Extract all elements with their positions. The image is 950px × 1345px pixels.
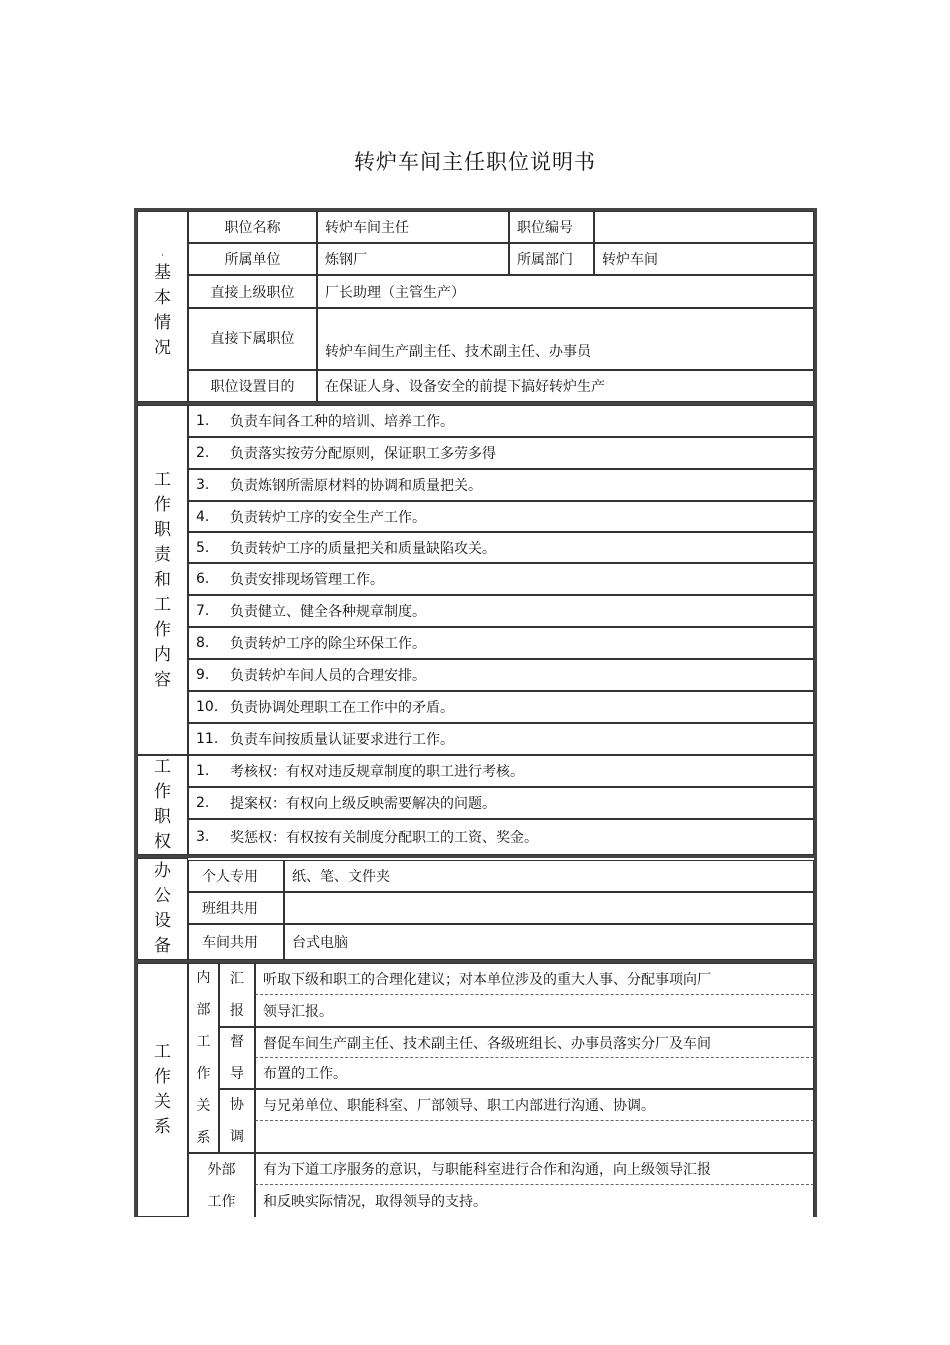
section-label-char: 公 <box>154 886 171 906</box>
section-label-char: 责 <box>154 544 171 565</box>
authority-text: 提案权：有权向上级反映需要解决的问题。 <box>230 796 496 812</box>
section-label-char: 职 <box>154 519 171 540</box>
section-label-char: 备 <box>154 936 171 956</box>
duty-text: 负责车间各工种的培训、培养工作。 <box>230 414 454 430</box>
duty-row <box>188 405 814 437</box>
duty-text: 负责转炉工序的质量把关和质量缺陷攻关。 <box>230 540 496 557</box>
section-label-char: 关 <box>154 1092 171 1112</box>
superior-label: 直接上级职位 <box>188 275 317 308</box>
label-char: 督 <box>230 1034 244 1050</box>
section-label-char: 情 <box>154 313 171 333</box>
purpose-value: 在保证人身、设备安全的前提下搞好转炉生产 <box>317 370 814 402</box>
position-name-value: 转炉车间主任 <box>317 211 509 243</box>
section-label-char: 办 <box>154 861 171 881</box>
section-label-char: 工 <box>154 757 171 777</box>
authority-number: 3. <box>196 829 210 845</box>
duty-row <box>188 723 814 755</box>
label-char: 作 <box>196 1066 211 1082</box>
section-label-char: 和 <box>154 569 171 590</box>
label-char: 工 <box>196 1034 211 1050</box>
label-line: 工作 <box>207 1193 236 1210</box>
label-char: 汇 <box>230 971 244 987</box>
report-line: 领导汇报。 <box>255 995 814 1027</box>
duty-row <box>188 469 814 501</box>
section-divider <box>134 855 817 858</box>
duty-row <box>188 532 814 563</box>
external-line: 有为下道工序服务的意识，与职能科室进行合作和沟通，向上级领导汇报 <box>255 1153 814 1185</box>
label-char: 导 <box>230 1066 244 1082</box>
supervise-line: 督促车间生产副主任、技术副主任、各级班组长、办事员落实分厂及车间 <box>255 1027 814 1058</box>
section-label-char: 作 <box>154 1067 171 1087</box>
label-char: 协 <box>230 1097 244 1113</box>
label-char: 调 <box>230 1129 244 1145</box>
duty-row <box>188 563 814 595</box>
section-label-char: 系 <box>154 1117 171 1137</box>
duty-row <box>188 659 814 691</box>
label-char: 报 <box>230 1003 244 1019</box>
duty-text: 负责转炉工序的安全生产工作。 <box>230 509 426 526</box>
section-label-char: 工 <box>154 469 171 490</box>
section-label-char: 作 <box>154 782 171 802</box>
section-label-authority <box>137 755 188 855</box>
duty-text: 负责安排现场管理工作。 <box>230 572 384 588</box>
equipment-value: 台式电脑 <box>284 924 814 960</box>
duty-number: 3. <box>196 477 210 493</box>
section-label-char: 基 <box>154 263 171 283</box>
external-line: 和反映实际情况，取得领导的支持。 <box>255 1185 814 1217</box>
section-label-duties <box>137 405 188 755</box>
section-label-char: 内 <box>154 644 171 665</box>
equipment-label: 车间共用 <box>188 924 284 960</box>
position-name-label: 职位名称 <box>188 211 317 243</box>
duty-text: 负责炼钢所需原材料的协调和质量把关。 <box>230 478 482 494</box>
authority-number: 1. <box>196 763 210 779</box>
duty-number: 7. <box>196 603 210 619</box>
section-label-char: 作 <box>154 619 171 640</box>
superior-value: 厂长助理（主管生产） <box>317 275 814 308</box>
position-code-label: 职位编号 <box>509 211 594 243</box>
supervise-line: 布置的工作。 <box>255 1058 814 1089</box>
duty-text: 负责转炉车间人员的合理安排。 <box>230 668 426 684</box>
subordinate-label: 直接下属职位 <box>188 308 317 370</box>
report-line: 听取下级和职工的合理化建议；对本单位涉及的重大人事、分配事项向厂 <box>255 963 814 995</box>
section-label-dot: · <box>161 251 164 261</box>
duty-number: 5. <box>196 539 210 556</box>
equipment-value <box>284 892 814 924</box>
equipment-label: 个人专用 <box>188 860 284 892</box>
duty-text: 负责协调处理职工在工作中的矛盾。 <box>230 700 454 716</box>
coordinate-line: 与兄弟单位、职能科室、厂部领导、职工内部进行沟通、协调。 <box>255 1089 814 1121</box>
equipment-value: 纸、笔、文件夹 <box>284 860 814 892</box>
section-label-char: 职 <box>154 807 171 827</box>
external-relations-label <box>188 1153 255 1217</box>
duty-number: 4. <box>196 508 210 525</box>
duty-row <box>188 595 814 627</box>
duty-number: 2. <box>196 445 210 461</box>
section-label-char: 容 <box>154 669 171 690</box>
authority-text: 考核权：有权对违反规章制度的职工进行考核。 <box>230 764 524 780</box>
duty-text: 负责落实按劳分配原则，保证职工多劳多得 <box>230 446 496 462</box>
position-code-value <box>594 211 814 243</box>
duty-text: 负责车间按质量认证要求进行工作。 <box>230 732 454 748</box>
label-line: 外部 <box>207 1161 236 1178</box>
duty-number: 8. <box>196 635 210 651</box>
authority-number: 2. <box>196 795 210 811</box>
duty-number: 1. <box>196 413 210 429</box>
authority-text: 奖惩权：有权按有关制度分配职工的工资、奖金。 <box>230 830 538 846</box>
equipment-label: 班组共用 <box>188 892 284 924</box>
section-label-relations <box>137 963 188 1217</box>
section-label-char: 权 <box>154 832 171 852</box>
duty-row <box>188 627 814 659</box>
label-char: 部 <box>196 1002 211 1018</box>
coordinate-label <box>219 1089 255 1153</box>
duty-row <box>188 691 814 723</box>
section-label-basic <box>137 211 188 402</box>
duty-row <box>188 437 814 469</box>
label-char: 关 <box>196 1098 211 1114</box>
duty-number: 10. <box>196 699 219 715</box>
section-label-char: 工 <box>154 594 171 615</box>
page-title: 转炉车间主任职位说明书 <box>354 150 596 174</box>
internal-relations-label <box>188 963 219 1153</box>
report-label <box>219 963 255 1027</box>
authority-row <box>188 755 814 787</box>
section-label-char: 作 <box>154 494 171 515</box>
unit-value: 炼钢厂 <box>317 243 509 275</box>
unit-label: 所属单位 <box>188 243 317 275</box>
duty-number: 11. <box>196 731 219 747</box>
subordinate-value: 转炉车间生产副主任、技术副主任、办事员 <box>317 308 814 370</box>
authority-row <box>188 819 814 855</box>
section-label-char: 本 <box>154 288 171 308</box>
duty-row <box>188 501 814 532</box>
section-label-char: 况 <box>154 338 171 358</box>
purpose-label: 职位设置目的 <box>188 370 317 402</box>
dept-label: 所属部门 <box>509 243 594 275</box>
section-label-equipment <box>137 858 188 960</box>
duty-text: 负责健立、健全各种规章制度。 <box>230 604 426 620</box>
coordinate-line <box>255 1121 814 1153</box>
supervise-label <box>219 1027 255 1089</box>
section-label-char: 工 <box>154 1042 171 1062</box>
authority-row <box>188 787 814 819</box>
label-char: 系 <box>196 1130 211 1146</box>
section-label-char: 设 <box>154 911 171 931</box>
dept-value: 转炉车间 <box>594 243 814 275</box>
duty-number: 9. <box>196 667 210 683</box>
duty-text: 负责转炉工序的除尘环保工作。 <box>230 636 426 652</box>
duty-number: 6. <box>196 571 210 587</box>
label-char: 内 <box>196 970 211 986</box>
